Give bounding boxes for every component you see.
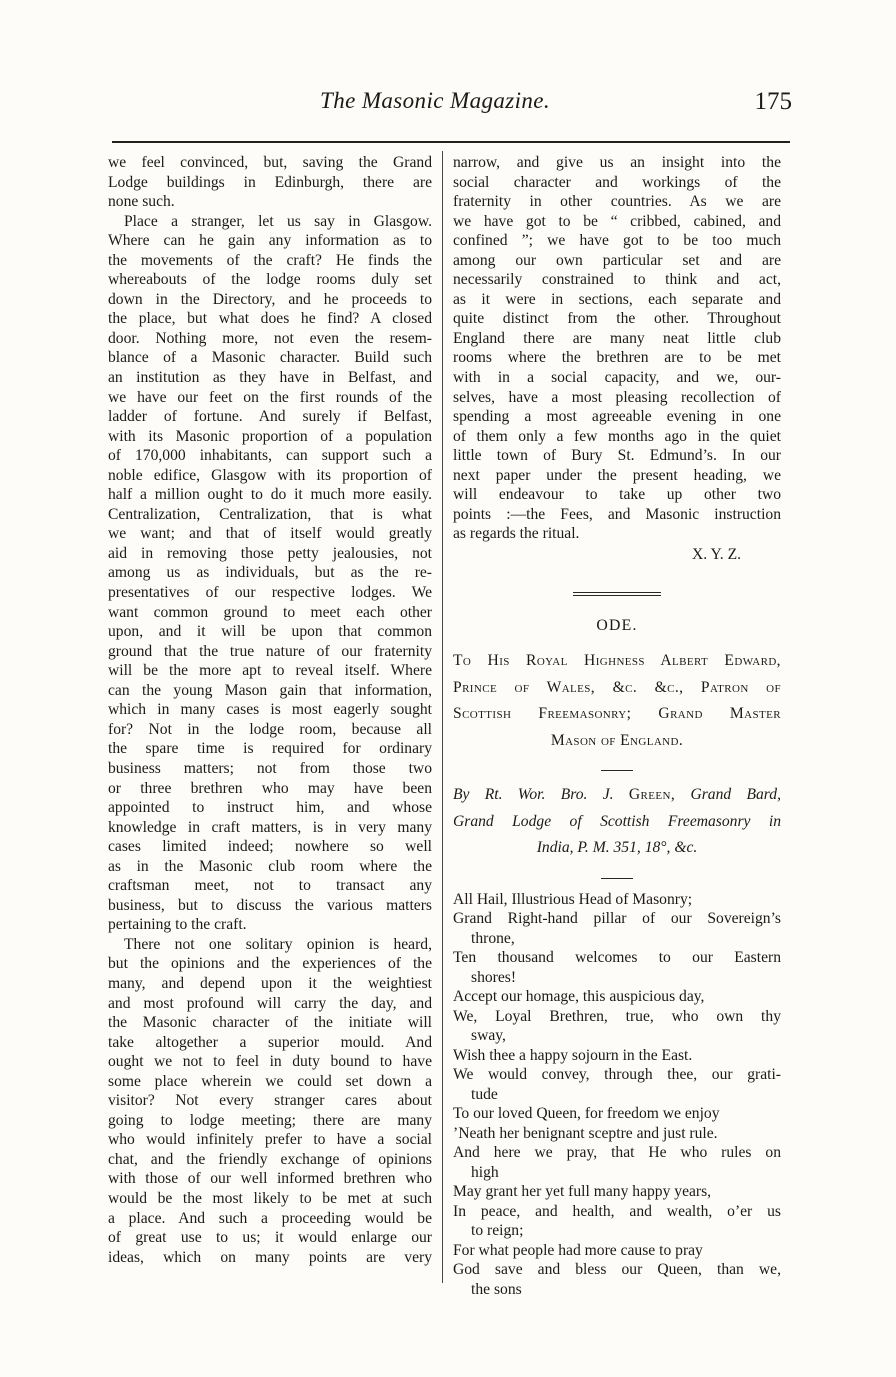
author-line-3: India, P. M. 351, 18°, &c. [536,839,698,857]
text-line: we feel convinced, but, saving the Grand [108,154,432,171]
right-column [453,153,781,1299]
text-line: or three brethren who may have been [108,779,432,797]
text-line: whereabouts of the lodge rooms duly set [108,271,432,289]
text-line: as regards the ritual. [453,525,580,543]
author-rule [601,878,633,879]
text-line: with its Masonic proportion of a population [108,427,432,445]
text-line: can the young Mason gain that information, [108,681,432,699]
verse-line: the sons [471,1280,522,1298]
text-line: necessarily constrained to think and act, [453,271,781,289]
text-line: little town of Bury St. Edmund’s. In our [453,447,781,465]
text-line: some place wherein we could set down a [108,1072,432,1090]
text-line: none such. [108,193,175,211]
text-line: we have got to be “ cribbed, cabined, and [453,212,781,230]
text-line: will be the more apt to reveal itself. Where [108,662,432,680]
verse-line: Accept our homage, this auspicious day, [453,988,705,1006]
running-title: The Masonic Magazine. [320,88,551,113]
left-column [108,153,432,1267]
verse-line: We, Loyal Brethren, true, who own thy [453,1007,781,1025]
text-line: the Masonic character of the initiate will [108,1014,432,1032]
text-line: business matters; not from those two [108,759,432,777]
text-line: presentatives of our respective lodges. We [108,584,432,602]
text-line: knowledge in craft matters, is in very many [108,818,432,836]
text-line: many, and depend upon it the weightiest [108,974,432,992]
verse-line: shores! [471,968,517,986]
text-line: narrow, and give us an insight into the [453,154,781,171]
text-line: the place, but what does he find? A closed [108,310,432,328]
text-line: spending a most agreeable evening in one [453,408,781,426]
author-prefix: By Rt. Wor. Bro. J. [453,786,614,804]
text-line: cases limited indeed; nowhere so well [108,838,432,856]
text-line: next paper under the present heading, we [453,466,781,484]
text-line: craftsman meet, not to transact any [108,877,432,895]
text-line: of 170,000 inhabitants, can support such a [108,447,432,465]
verse-line: To our loved Queen, for freedom we enjoy [453,1105,720,1123]
dedication-line: Prince of Wales, &c. &c., Patron of [453,678,781,696]
header-rule [112,141,790,143]
verse-line: God save and bless our Queen, than we, [453,1261,781,1279]
text-line: the spare time is required for ordinary [108,740,432,758]
author-name: Green, [628,786,676,804]
text-line: want common ground to meet each other [108,603,432,621]
verse-line: All Hail, Illustrious Head of Masonry; [453,890,693,908]
dedication-line: Scottish Freemasonry; Grand Master [453,705,781,723]
author-title: Grand Bard, [690,786,781,804]
dedication-line: Mason of England. [550,731,684,749]
verse-line: For what people had more cause to pray [453,1241,703,1259]
dedication-line: To His Royal Highness Albert Edward, [453,652,781,670]
text-line: who would infinitely prefer to have a social [108,1131,432,1149]
text-line: Where can he gain any information as to [108,232,432,250]
text-line: upon, and it will be upon that common [108,623,432,641]
text-line: Place a stranger, let us say in Glasgow. [124,212,432,230]
article-signature: X. Y. Z. [692,545,741,563]
text-line: selves, have a most pleasing recollection of [453,388,781,406]
author-line-2: Grand Lodge of Scottish Freemasonry in [453,812,781,830]
text-line: with in a social capacity, and we, our- [453,369,781,387]
text-line: which in many cases is most eagerly sought [108,701,432,719]
verse-line: high [471,1163,499,1181]
dedication-rule [601,770,633,771]
text-line: the movements of the craft? He finds the [108,251,432,269]
verse-line: ’Neath her benignant sceptre and just rule. [453,1124,718,1142]
text-line: England there are many neat little club [453,329,781,347]
author-line-1 [453,782,781,809]
ode-dedication [453,648,781,754]
text-line: down in the Directory, and he proceeds to [108,290,432,308]
text-line: as in the Masonic club room where the [108,857,432,875]
text-line: points :—the Fees, and Masonic instruction [453,505,781,523]
verse-line: to reign; [471,1222,524,1240]
text-line: appointed to instruct him, and whose [108,799,432,817]
text-line: There not one solitary opinion is heard, [124,935,432,953]
ode-title: ODE. [596,617,638,635]
text-line: among our own particular set and are [453,251,781,269]
text-line: of them only a few months ago in the quiet [453,427,781,445]
text-line: blance of a Masonic character. Build such [108,349,432,367]
verse-line: Wish thee a happy sojourn in the East. [453,1046,693,1064]
text-line: we want; and that of itself would greatly [108,525,432,543]
verse-line: sway, [471,1027,506,1045]
text-line: visitor? Not every stranger cares about [108,1092,432,1110]
text-line: door. Nothing more, not even the resem- [108,329,432,347]
text-line: as it were in sections, each separate and [453,290,781,308]
verse-line: We would convey, through thee, our grati- [453,1066,781,1084]
verse-line: tude [471,1085,498,1103]
text-line: social character and workings of the [453,173,781,191]
ode-verses [453,890,781,1300]
verse-line: May grant her yet full many happy years, [453,1183,712,1201]
text-line: an institution as they have in Belfast, and [108,369,432,387]
text-line: half a million ought to do it much more easily. [108,486,432,504]
text-line: ground that the true nature of our fraternity [108,642,432,660]
text-line: would be the most likely to be met at such [108,1189,432,1207]
text-line: Lodge buildings in Edinburgh, there are [108,173,432,191]
text-line: fraternity in other countries. As we are [453,193,781,211]
text-line: take altogether a superior mould. And [108,1033,432,1051]
text-line: pertaining to the craft. [108,916,247,934]
text-line: rooms where the brethren are to be met [453,349,781,367]
text-line: quite distinct from the other. Throughout [453,310,781,328]
verse-line: And here we pray, that He who rules on [453,1144,781,1162]
text-line: and most profound will carry the day, and [108,994,432,1012]
text-line: chat, and the friendly exchange of opinions [108,1150,432,1168]
text-line: we have our feet on the first rounds of the [108,388,432,406]
page-header [110,88,792,124]
text-line: with those of our well informed brethren who [108,1170,432,1188]
verse-line: Ten thousand welcomes to our Eastern [453,949,781,967]
text-line: ladder of fortune. And surely if Belfast, [108,408,432,426]
text-line: among us as individuals, but as the re- [108,564,432,582]
text-line: but the opinions and the experiences of the [108,955,432,973]
page-number: 175 [754,88,792,115]
verse-line: throne, [471,929,515,947]
text-line: a place. And such a proceeding would be [108,1209,432,1227]
text-line: confined ”; we have got to be too much [453,232,781,250]
text-line: of great use to us; it would enlarge our [108,1229,432,1247]
text-line: ideas, which on many points are very [108,1248,432,1266]
text-line: noble edifice, Glasgow with its proportion of [108,466,432,484]
text-line: going to lodge meeting; there are many [108,1111,432,1129]
text-line: aid in removing those petty jealousies, not [108,544,432,562]
verse-line: In peace, and health, and wealth, o’er us [453,1202,781,1220]
section-double-rule [573,592,661,596]
text-line: will endeavour to take up other two [453,486,781,504]
text-line: ought we not to feel in duty bound to have [108,1053,432,1071]
verse-line: Grand Right-hand pillar of our Sovereign’s [453,910,781,928]
article-continuation [453,153,781,544]
text-line: business, but to discuss the various matters [108,896,432,914]
column-divider [442,151,443,1283]
text-line: Centralization, Centralization, that is what [108,505,432,523]
ode-author [453,782,781,862]
text-line: for? Not in the lodge room, because all [108,720,432,738]
